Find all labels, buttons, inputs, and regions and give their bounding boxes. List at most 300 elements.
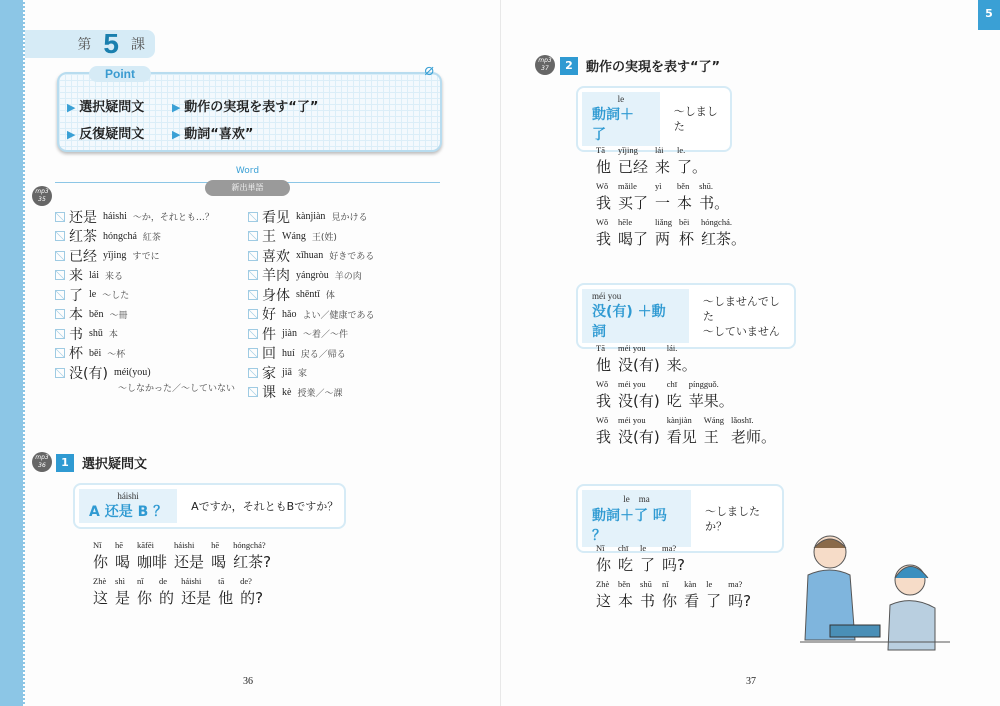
section-number: 2 <box>560 57 578 75</box>
vocab-pinyin: Wáng <box>282 230 306 242</box>
word-token <box>618 379 660 411</box>
token-pinyin: hēle <box>618 217 633 227</box>
lesson-number: 5 <box>103 28 119 59</box>
word-token <box>181 576 211 608</box>
sentence <box>93 540 271 572</box>
token-hanzi: 他 <box>596 158 612 176</box>
vocab-item <box>248 266 374 286</box>
word-token <box>662 543 685 575</box>
token-hanzi: 书。 <box>699 194 730 212</box>
point-item: ▶ 動詞“喜欢” <box>172 123 392 142</box>
vocab-pinyin: le <box>89 289 97 301</box>
section-1-heading <box>56 453 147 472</box>
token-hanzi: 我 <box>596 194 612 212</box>
checkbox[interactable] <box>248 329 258 339</box>
vocab-meaning: ～杯 <box>107 349 126 360</box>
token-hanzi: 你 <box>93 553 109 571</box>
checkbox[interactable] <box>55 251 65 261</box>
vocab-hanzi: 还是 <box>69 209 97 226</box>
vocab-item <box>248 246 374 266</box>
vocab-item <box>248 227 374 247</box>
word-token <box>240 576 263 608</box>
vocab-item <box>55 305 214 325</box>
vocab-pinyin: méi(you) <box>113 367 151 379</box>
word-token <box>679 217 694 249</box>
point-label: Point <box>89 66 151 82</box>
checkbox[interactable] <box>248 270 258 280</box>
word-token <box>115 540 130 572</box>
pattern-text: 没(有) ＋動詞 <box>592 304 666 340</box>
token-pinyin: le <box>640 543 647 553</box>
point-item: ▶ 選択疑問文 <box>67 96 172 115</box>
token-hanzi: 吃 <box>618 556 634 574</box>
checkbox[interactable] <box>55 368 65 378</box>
checkbox[interactable] <box>55 290 65 300</box>
pattern-text: A 还是 B ？ <box>89 504 168 520</box>
vocab-meaning: 家 <box>298 369 308 380</box>
pattern-meaning: ～しませんでした <box>702 294 780 323</box>
word-token <box>701 217 746 249</box>
token-pinyin: lái. <box>666 343 678 353</box>
token-pinyin: méi you <box>618 343 646 353</box>
token-hanzi: 了 <box>640 556 656 574</box>
vocab-item <box>248 305 374 325</box>
vocab-pinyin: xǐhuan <box>296 250 324 262</box>
token-hanzi: 他 <box>596 356 612 374</box>
vocab-meaning: 羊の肉 <box>334 271 362 282</box>
vocab-hanzi: 了 <box>69 287 83 304</box>
vocab-hanzi: 书 <box>69 326 83 343</box>
vocab-pinyin: shēntǐ <box>296 289 320 301</box>
vocab-hanzi: 看见 <box>262 209 290 226</box>
token-hanzi: 咖啡 <box>137 553 168 571</box>
token-pinyin: le <box>706 579 713 589</box>
checkbox[interactable] <box>248 368 258 378</box>
token-pinyin: lái <box>655 145 664 155</box>
vocab-meaning: 見かける <box>331 213 368 224</box>
word-token <box>618 343 660 375</box>
word-token <box>218 576 233 608</box>
sentence <box>596 415 776 447</box>
token-hanzi: 喝 <box>211 553 227 571</box>
token-hanzi: 的 <box>159 589 175 607</box>
token-pinyin: kāfēi <box>137 540 155 550</box>
illustration-people-reading <box>800 530 950 655</box>
pattern-meaning: Aですか，それともBですか？ <box>191 499 339 513</box>
word-token <box>655 181 670 213</box>
vocab-item <box>55 363 214 383</box>
word-token <box>115 576 130 608</box>
token-pinyin: běn <box>677 181 690 191</box>
token-pinyin: ma? <box>728 579 743 589</box>
pattern-box <box>576 283 796 349</box>
vocab-pinyin: hóngchá <box>103 230 137 242</box>
vocab-item <box>55 344 214 364</box>
word-token <box>596 217 611 249</box>
token-hanzi: 还是 <box>174 553 205 571</box>
word-token <box>728 579 751 611</box>
vocab-item <box>248 344 374 364</box>
token-pinyin: tā <box>218 576 225 586</box>
vocab-hanzi: 身体 <box>262 287 290 304</box>
checkbox[interactable] <box>55 212 65 222</box>
token-hanzi: 我 <box>596 428 612 446</box>
word-token <box>731 415 776 447</box>
vocab-item <box>248 207 374 227</box>
token-hanzi: 一 <box>655 194 671 212</box>
pattern-pinyin: le ma <box>623 494 650 504</box>
word-token <box>137 576 152 608</box>
checkbox[interactable] <box>248 231 258 241</box>
word-token <box>618 415 660 447</box>
checkbox[interactable] <box>55 309 65 319</box>
token-pinyin: yǐjing <box>618 145 638 155</box>
token-hanzi: 你 <box>662 592 678 610</box>
vocab-item <box>248 285 374 305</box>
token-hanzi: 我 <box>596 230 612 248</box>
vocab-item <box>55 246 214 266</box>
word-token <box>596 181 611 213</box>
token-pinyin: nǐ <box>137 576 144 586</box>
token-pinyin: Tā <box>596 343 605 353</box>
sentence <box>596 217 746 249</box>
pattern-text: 動詞＋了 吗 ？ <box>592 508 667 544</box>
vocab-pinyin: yǐjing <box>103 250 127 262</box>
word-token <box>689 379 734 411</box>
token-pinyin: de? <box>240 576 252 586</box>
vocab-pinyin: kè <box>282 386 292 398</box>
token-hanzi: 没(有) <box>618 356 660 374</box>
token-hanzi: 本 <box>677 194 693 212</box>
vocab-item <box>55 227 214 247</box>
vocab-meaning: 好きである <box>329 252 375 263</box>
sentence <box>596 543 751 575</box>
checkbox[interactable] <box>248 387 258 397</box>
pattern-text: 動詞＋ 了 <box>592 107 634 143</box>
lesson-header <box>25 30 155 58</box>
token-hanzi: 两 <box>655 230 671 248</box>
token-hanzi: 喝了 <box>618 230 649 248</box>
checkbox[interactable] <box>55 231 65 241</box>
word-token <box>596 379 611 411</box>
token-pinyin: běn <box>618 579 631 589</box>
word-token <box>596 145 611 177</box>
token-hanzi: 了 <box>706 592 722 610</box>
token-hanzi: 买了 <box>618 194 649 212</box>
pattern-meaning: ～していません <box>702 324 780 338</box>
vocab-meaning: すでに <box>132 252 160 263</box>
word-token <box>667 415 697 447</box>
token-hanzi: 来 <box>655 158 671 176</box>
vocab-pinyin: kànjiàn <box>296 211 326 223</box>
mp3-icon[interactable]: mp3 35 <box>32 186 52 206</box>
token-hanzi: 了。 <box>677 158 708 176</box>
checkbox[interactable] <box>55 270 65 280</box>
vocab-item <box>248 324 374 344</box>
mp3-icon[interactable]: mp3 36 <box>32 452 52 472</box>
token-hanzi: 王 <box>703 428 719 446</box>
token-hanzi: 这 <box>93 589 109 607</box>
vocab-hanzi: 课 <box>262 385 276 402</box>
token-pinyin: hē <box>115 540 124 550</box>
point-box <box>57 60 442 152</box>
checkbox[interactable] <box>55 329 65 339</box>
vocab-item <box>55 324 214 344</box>
vocab-meaning: 王(姓) <box>311 232 337 243</box>
token-pinyin: kànjiàn <box>666 415 692 425</box>
example-sentences <box>596 543 751 615</box>
page-number: 36 <box>243 676 253 687</box>
token-pinyin: liǎng <box>655 217 673 227</box>
word-sublabel: 新出単語 <box>205 180 290 196</box>
token-pinyin: háishi <box>174 540 195 550</box>
checkbox[interactable] <box>248 212 258 222</box>
side-strip <box>0 0 25 706</box>
vocab-pinyin: lái <box>89 269 99 281</box>
token-hanzi: 书 <box>640 592 656 610</box>
vocab-meaning-extra: ～しなかった／～していない <box>118 384 236 394</box>
token-hanzi: 吗? <box>728 592 752 610</box>
token-pinyin: Tā <box>596 145 605 155</box>
vocab-hanzi: 件 <box>262 326 276 343</box>
word-token <box>233 540 271 572</box>
token-pinyin: Wǒ <box>596 217 609 227</box>
token-pinyin: háishi <box>181 576 202 586</box>
token-pinyin: Nǐ <box>93 540 102 550</box>
token-hanzi: 你 <box>596 556 612 574</box>
token-hanzi: 老师。 <box>731 428 777 446</box>
token-pinyin: hóngchá. <box>701 217 732 227</box>
token-pinyin: nǐ <box>662 579 669 589</box>
vocab-meaning: ～か，それとも…？ <box>132 213 214 224</box>
word-token <box>137 540 167 572</box>
token-hanzi: 本 <box>618 592 634 610</box>
pattern-pinyin: háishi <box>117 491 139 501</box>
word-token <box>596 343 611 375</box>
token-hanzi: 是 <box>115 589 131 607</box>
vocab-pinyin: háishi <box>103 211 127 223</box>
token-pinyin: hē <box>211 540 220 550</box>
token-pinyin: Wǒ <box>596 415 609 425</box>
word-token <box>174 540 204 572</box>
checkbox[interactable] <box>248 290 258 300</box>
vocab-pinyin: jiàn <box>282 328 297 340</box>
word-token <box>662 579 677 611</box>
word-token <box>677 181 692 213</box>
token-pinyin: Wǒ <box>596 379 609 389</box>
vocab-pinyin: bēi <box>89 347 102 359</box>
vocab-hanzi: 已经 <box>69 248 97 265</box>
section-title: 選択疑問文 <box>82 457 148 472</box>
word-token <box>640 543 655 575</box>
word-token <box>677 145 707 177</box>
token-hanzi: 的? <box>240 589 264 607</box>
vocab-item <box>248 383 374 403</box>
token-hanzi: 杯 <box>679 230 695 248</box>
token-pinyin: kàn <box>684 579 697 589</box>
vocab-meaning: ～着／～件 <box>303 330 349 341</box>
checkbox[interactable] <box>248 309 258 319</box>
word-token <box>699 181 729 213</box>
vocab-pinyin: huí <box>282 347 295 359</box>
checkbox[interactable] <box>55 348 65 358</box>
token-pinyin: méi you <box>618 415 646 425</box>
pattern-box <box>73 483 346 529</box>
token-pinyin: hóngchá? <box>233 540 266 550</box>
vocab-list-right <box>248 207 374 402</box>
point-item: ▶ 動作の実現を表す“了” <box>172 96 392 115</box>
word-label: Word <box>235 166 260 176</box>
word-token <box>684 579 699 611</box>
word-token <box>667 379 682 411</box>
section-2-heading <box>560 56 720 75</box>
token-pinyin: Wáng <box>703 415 725 425</box>
token-pinyin: mǎile <box>618 181 637 191</box>
vocab-hanzi: 好 <box>262 307 276 324</box>
token-pinyin: de <box>159 576 168 586</box>
pattern-meaning: ～しましたか？ <box>704 504 760 533</box>
pattern-pinyin: méi you <box>592 291 622 301</box>
vocab-pinyin: běn <box>89 308 104 320</box>
vocab-hanzi: 回 <box>262 346 276 363</box>
vocab-hanzi: 羊肉 <box>262 268 290 285</box>
vocab-meaning: 紅茶 <box>142 232 161 243</box>
word-token <box>618 181 648 213</box>
point-item: ▶ 反復疑問文 <box>67 123 172 142</box>
mp3-icon[interactable]: mp3 37 <box>535 55 555 75</box>
token-pinyin: Zhè <box>93 576 107 586</box>
vocab-meaning: 授業／～課 <box>297 388 343 399</box>
token-pinyin: Zhè <box>596 579 610 589</box>
word-token <box>618 543 633 575</box>
sentence <box>596 379 776 411</box>
token-hanzi: 红茶? <box>233 553 272 571</box>
token-pinyin: Wǒ <box>596 181 609 191</box>
token-hanzi: 看见 <box>666 428 697 446</box>
section-number: 1 <box>56 454 74 472</box>
page-number: 37 <box>746 676 756 687</box>
sentence <box>596 181 746 213</box>
word-token <box>618 145 648 177</box>
pattern-pinyin: le <box>617 94 625 104</box>
token-pinyin: bēi <box>679 217 690 227</box>
vocab-pinyin: yángròu <box>296 269 329 281</box>
word-token <box>596 415 611 447</box>
token-hanzi: 还是 <box>181 589 212 607</box>
token-hanzi: 没(有) <box>618 428 660 446</box>
vocab-meaning: 来る <box>105 271 124 282</box>
word-token <box>159 576 174 608</box>
token-hanzi: 没(有) <box>618 392 660 410</box>
token-hanzi: 他 <box>218 589 234 607</box>
vocab-hanzi: 红茶 <box>69 229 97 246</box>
vocab-pinyin: hǎo <box>282 308 297 320</box>
vocab-hanzi: 王 <box>262 229 276 246</box>
example-sentences <box>93 540 271 612</box>
token-hanzi: 我 <box>596 392 612 410</box>
vocab-item <box>248 363 374 383</box>
token-hanzi: 吃 <box>666 392 682 410</box>
token-pinyin: shū <box>640 579 652 589</box>
vocab-meaning: 体 <box>325 291 335 302</box>
word-token <box>211 540 226 572</box>
vocab-pinyin: shū <box>89 328 103 340</box>
token-pinyin: píngguǒ. <box>688 379 719 389</box>
example-sentences <box>596 145 746 253</box>
vocab-hanzi: 没(有) <box>69 365 108 382</box>
vocab-hanzi: 杯 <box>69 346 83 363</box>
token-hanzi: 看 <box>684 592 700 610</box>
word-token <box>93 576 108 608</box>
sentence <box>596 579 751 611</box>
word-token <box>655 217 672 249</box>
word-token <box>596 543 611 575</box>
pattern-box <box>576 86 732 152</box>
vocab-meaning: 本 <box>108 330 118 341</box>
pattern-meaning: ～しました <box>673 105 718 133</box>
token-pinyin: shū. <box>699 181 713 191</box>
token-hanzi: 吗? <box>662 556 686 574</box>
checkbox[interactable] <box>248 348 258 358</box>
example-sentences <box>596 343 776 451</box>
word-token <box>618 579 633 611</box>
vocab-meaning: ～した <box>102 291 130 302</box>
word-token <box>618 217 648 249</box>
token-pinyin: Nǐ <box>596 543 605 553</box>
token-pinyin: chī <box>618 543 629 553</box>
token-hanzi: 红茶。 <box>701 230 747 248</box>
chapter-tab: 5 <box>978 0 1000 30</box>
paperclip-icon: ⌀ <box>424 60 434 79</box>
section-title: 動作の実現を表す“了” <box>586 60 721 75</box>
token-pinyin: yì <box>655 181 662 191</box>
vocab-meaning: ～冊 <box>109 310 128 321</box>
sentence <box>93 576 271 608</box>
token-hanzi: 这 <box>596 592 612 610</box>
vocab-hanzi: 喜欢 <box>262 248 290 265</box>
word-token <box>93 540 108 572</box>
token-hanzi: 已经 <box>618 158 649 176</box>
word-token <box>667 343 697 375</box>
word-token <box>596 579 611 611</box>
lesson-prefix: 第 <box>77 37 92 53</box>
vocab-item <box>55 266 214 286</box>
checkbox[interactable] <box>248 251 258 261</box>
word-token <box>640 579 655 611</box>
vocab-meaning: 戻る／帰る <box>300 349 346 360</box>
vocab-hanzi: 来 <box>69 268 83 285</box>
vocab-hanzi: 本 <box>69 307 83 324</box>
sentence <box>596 343 776 375</box>
token-hanzi: 苹果。 <box>688 392 734 410</box>
token-pinyin: shì <box>115 576 125 586</box>
word-token <box>655 145 670 177</box>
vocab-hanzi: 家 <box>262 365 276 382</box>
vocab-list-left <box>55 207 214 383</box>
vocab-item <box>55 207 214 227</box>
token-hanzi: 喝 <box>115 553 131 571</box>
token-pinyin: chī <box>666 379 678 389</box>
token-pinyin: ma? <box>662 543 677 553</box>
vocab-pinyin: jiā <box>282 367 292 379</box>
word-token <box>704 415 724 447</box>
token-hanzi: 来。 <box>666 356 697 374</box>
sentence <box>596 145 746 177</box>
token-pinyin: lǎoshī. <box>731 415 754 425</box>
word-token <box>706 579 721 611</box>
token-hanzi: 你 <box>137 589 153 607</box>
vocab-item <box>55 285 214 305</box>
